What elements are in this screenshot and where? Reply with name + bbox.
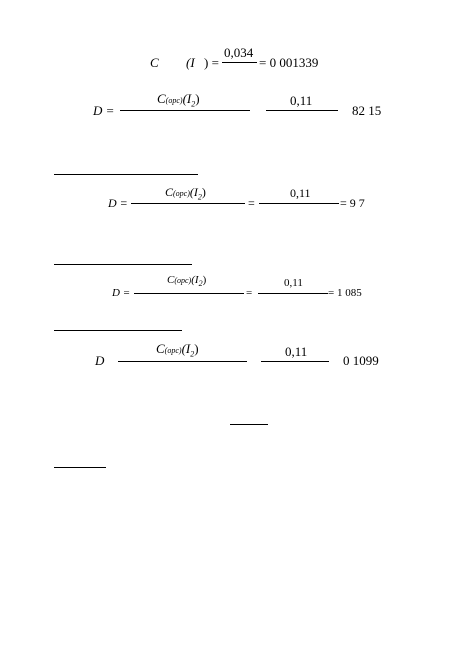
- section-rule-4: [230, 424, 268, 425]
- eq4-d: D =: [112, 287, 131, 299]
- eq1-i: (I: [186, 55, 195, 70]
- eq3-eq: =: [248, 196, 255, 210]
- eq3-d: D =: [108, 196, 128, 210]
- eq4-i-sub: 2: [198, 279, 203, 289]
- eq3-value: = 9 7: [340, 196, 365, 210]
- eq5-c: C: [156, 341, 165, 356]
- eq2-value: 82 15: [352, 103, 382, 118]
- eq5-i-sub: 2: [190, 349, 195, 359]
- eq4-eq: =: [246, 287, 253, 299]
- eq2-d: D =: [93, 103, 115, 118]
- eq2-fraction-bar-2: [266, 110, 338, 111]
- eq2-i-sub: 2: [191, 99, 196, 109]
- eq5-d: D: [95, 353, 105, 368]
- eq4-i: (I: [191, 274, 199, 286]
- eq2-c: C: [157, 91, 166, 106]
- eq3-fraction-bar: [131, 203, 245, 204]
- eq5-value: 0 1099: [343, 353, 379, 368]
- eq1-numerator: 0,034: [224, 45, 254, 60]
- eq4-num: 0,11: [284, 277, 303, 289]
- eq4-value: = 1 085: [328, 287, 362, 299]
- eq3-fraction-bar-2: [259, 203, 339, 204]
- eq2-i: (I: [182, 91, 192, 106]
- eq5-fraction-bar-2: [261, 361, 329, 362]
- eq2-num: 0,11: [290, 93, 313, 108]
- eq5-close: ): [194, 341, 199, 356]
- eq2-fraction-bar: [120, 110, 250, 111]
- eq1-c: C: [150, 55, 159, 70]
- section-rule-1: [54, 174, 198, 175]
- eq5-numerator: [156, 341, 199, 359]
- eq3-i-sub: 2: [197, 192, 202, 202]
- eq3-i: (I: [189, 185, 198, 199]
- eq4-numerator: [167, 274, 206, 288]
- section-rule-3: [54, 330, 182, 331]
- eq4-fraction-bar-2: [258, 293, 328, 294]
- eq3-num: 0,11: [290, 186, 311, 200]
- eq1-value: = 0 001339: [259, 55, 319, 70]
- eq5-i: (I: [181, 341, 191, 356]
- eq2-close: ): [195, 91, 200, 106]
- eq5-c-sub: (opc): [164, 346, 182, 355]
- eq2-c-sub: (opc): [165, 96, 183, 105]
- section-rule-2: [54, 264, 192, 265]
- eq4-close: ): [202, 274, 207, 286]
- eq5-num: 0,11: [285, 344, 308, 359]
- eq4-c-sub: (opc): [174, 276, 192, 285]
- eq5-fraction-bar: [118, 361, 247, 362]
- eq1-fraction-bar: [222, 62, 257, 63]
- section-rule-5: [54, 467, 106, 468]
- eq3-close: ): [201, 185, 206, 199]
- eq4-c: C: [167, 274, 175, 286]
- eq1-paren-eq: ) =: [204, 55, 219, 70]
- eq3-numerator: [165, 185, 206, 201]
- eq3-c: C: [165, 185, 174, 199]
- eq2-numerator: [157, 91, 200, 109]
- eq3-c-sub: (opc): [173, 189, 190, 198]
- eq4-fraction-bar: [134, 293, 244, 294]
